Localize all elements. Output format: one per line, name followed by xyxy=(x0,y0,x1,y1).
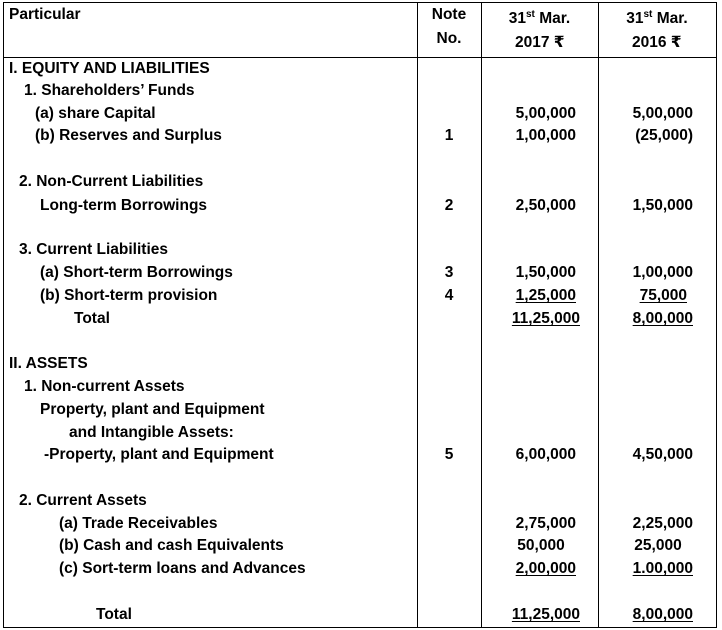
table-border-right xyxy=(716,2,717,628)
row-label: -Property, plant and Equipment xyxy=(44,446,274,463)
header-2016-month: Mar. xyxy=(656,10,688,27)
row-value-2017: 1,50,000 xyxy=(515,264,576,281)
total-label: Total xyxy=(74,310,110,327)
header-note-line1: Note xyxy=(431,6,467,23)
table-border-left xyxy=(3,2,4,628)
total-label: Total xyxy=(96,606,132,623)
row-value-2016: 75,000 xyxy=(639,287,687,304)
section-heading: I. EQUITY AND LIABILITIES xyxy=(9,60,210,77)
row-value-2016: 1,00,000 xyxy=(632,264,693,281)
total-value-2016: 8,00,000 xyxy=(632,606,693,623)
total-value-2017: 11,25,000 xyxy=(511,310,580,327)
header-col-2016-year xyxy=(632,33,682,53)
header-divider xyxy=(3,57,717,58)
header-2017-ordinal: st xyxy=(526,9,535,20)
row-value-2017: 1,25,000 xyxy=(515,287,576,304)
row-value-2017: 2,75,000 xyxy=(515,515,576,532)
header-particular: Particular xyxy=(9,6,81,23)
rupee-icon: ₹ xyxy=(553,34,565,51)
table-border-bottom xyxy=(3,627,717,628)
row-note: 2 xyxy=(444,197,454,214)
row-value-2016: 1.00,000 xyxy=(632,560,693,577)
header-2016-ordinal: st xyxy=(643,9,653,20)
subsection-heading: 2. Non-Current Liabilities xyxy=(19,173,204,190)
row-value-2017: 50,000 xyxy=(517,537,565,554)
row-note: 4 xyxy=(444,287,454,304)
row-value-2017: 5,00,000 xyxy=(515,105,576,122)
row-label: (a) Short-term Borrowings xyxy=(40,264,233,281)
row-label: (c) Sort-term loans and Advances xyxy=(59,560,306,577)
subsection-heading: 2. Current Assets xyxy=(19,492,147,509)
row-label: Long-term Borrowings xyxy=(40,197,208,214)
table-border-top xyxy=(3,2,717,3)
total-value-2016: 8,00,000 xyxy=(632,310,693,327)
section-heading: II. ASSETS xyxy=(9,355,88,372)
row-note: 3 xyxy=(444,264,454,281)
row-value-2017: 2,50,000 xyxy=(515,197,576,214)
row-value-2016: 2,25,000 xyxy=(632,515,693,532)
row-label: Property, plant and Equipment xyxy=(40,401,265,418)
row-label: (a) Trade Receivables xyxy=(59,515,218,532)
column-divider-note xyxy=(417,2,418,628)
subsection-heading: 3. Current Liabilities xyxy=(19,241,169,258)
header-note-line2: No. xyxy=(436,30,462,47)
rupee-icon: ₹ xyxy=(670,34,682,51)
row-note: 1 xyxy=(444,127,454,144)
row-value-2017: 6,00,000 xyxy=(515,446,576,463)
row-value-2016: 5,00,000 xyxy=(632,105,693,122)
subsection-heading: 1. Non-current Assets xyxy=(24,378,185,395)
header-col-2017-year xyxy=(515,33,565,53)
header-2017-year: 2017 xyxy=(515,34,550,51)
header-2017-day: 31 xyxy=(508,10,526,27)
header-2016-day: 31 xyxy=(626,10,644,27)
total-value-2017: 11,25,000 xyxy=(511,606,580,623)
header-col-2017-date xyxy=(481,5,598,29)
header-2016-year: 2016 xyxy=(632,34,667,51)
row-value-2017: 1,00,000 xyxy=(515,127,576,144)
row-value-2016: 4,50,000 xyxy=(632,446,693,463)
row-label: (b) Short-term provision xyxy=(40,287,218,304)
subsection-heading: 1. Shareholders’ Funds xyxy=(24,82,195,99)
header-2017-month: Mar. xyxy=(539,10,571,27)
row-value-2016: 1,50,000 xyxy=(632,197,693,214)
header-col-2016-date xyxy=(598,5,716,29)
row-value-2016: 25,000 xyxy=(634,537,682,554)
row-note: 5 xyxy=(444,446,454,463)
row-label: and Intangible Assets: xyxy=(69,424,234,441)
row-value-2016: (25,000) xyxy=(635,127,693,144)
row-value-2017: 2,00,000 xyxy=(515,560,576,577)
row-label: (b) Reserves and Surplus xyxy=(35,127,222,144)
row-label: (b) Cash and cash Equivalents xyxy=(59,537,284,554)
row-label: (a) share Capital xyxy=(35,105,156,122)
